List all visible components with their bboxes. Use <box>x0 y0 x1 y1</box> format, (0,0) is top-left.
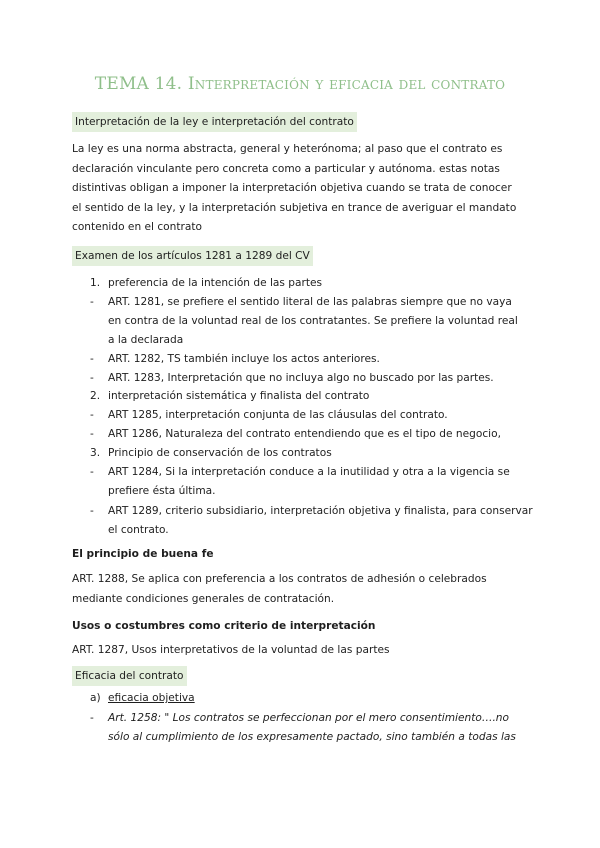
section-heading-eficacia: Eficacia del contrato <box>72 666 187 686</box>
paragraph-line: ART. 1288, Se aplica con preferencia a los contratos de adhesión o celebrados <box>72 573 487 585</box>
list-item: ART. 1282, TS también incluye los actos anteriores. <box>108 353 380 365</box>
paragraph-line: distintivas obligan a imponer la interpretación objetiva cuando se trata de conocer <box>72 182 512 194</box>
list-item-line: ART. 1281, se prefiere el sentido literal de las palabras siempre que no vaya <box>108 296 512 308</box>
sub-marker: a) <box>90 692 101 704</box>
list-item: ART 1286, Naturaleza del contrato entendiendo que es el tipo de negocio, <box>108 428 501 440</box>
list-item-line: ART 1289, criterio subsidiario, interpretación objetiva y finalista, para conservar <box>108 505 533 517</box>
list-marker: - <box>90 353 94 365</box>
list-item-line: a la declarada <box>108 334 184 346</box>
list-marker: - <box>90 372 94 384</box>
list-marker: - <box>90 505 94 517</box>
paragraph-line: declaración vinculante pero concreta como a particular y autónoma. estas notas <box>72 162 500 175</box>
list-marker: - <box>90 466 94 478</box>
paragraph-usos: ART. 1287, Usos interpretativos de la voluntad de las partes <box>72 644 390 656</box>
paragraph-line: contenido en el contrato <box>72 221 203 233</box>
list-item <box>108 463 510 501</box>
paragraph-line: mediante condiciones generales de contratación. <box>72 592 335 605</box>
quote-line: sólo al cumplimiento de los expresamente pactado, sino también a todas las <box>108 731 516 743</box>
paragraph-line: La ley es una norma abstracta, general y heterónoma; al paso que el contrato es <box>72 143 503 155</box>
document-title: TEMA 14. Interpretación y eficacia del contrato <box>94 74 506 94</box>
paragraph-line: el sentido de la ley, y la interpretación subjetiva en trance de averiguar el mandato <box>72 201 517 214</box>
list-marker: 1. <box>90 277 101 289</box>
section-heading-interpretacion: Interpretación de la ley e interpretación del contrato <box>72 112 357 132</box>
list-item-line: el contrato. <box>108 524 169 536</box>
list-item <box>108 502 533 540</box>
paragraph-ley-contrato <box>72 140 532 238</box>
list-item: interpretación sistemática y finalista del contrato <box>108 390 370 402</box>
list-item <box>108 293 518 350</box>
list-item-line: ART 1284, Si la interpretación conduce a la inutilidad y otra a la vigencia se <box>108 466 510 478</box>
list-marker: - <box>90 428 94 440</box>
section-heading-examen: Examen de los artículos 1281 a 1289 del CV <box>72 246 313 266</box>
list-marker: - <box>90 296 94 308</box>
section-heading-buena-fe: El principio de buena fe <box>72 548 214 560</box>
section-heading-usos: Usos o costumbres como criterio de interpretación <box>72 620 376 632</box>
list-marker: 3. <box>90 447 101 459</box>
quote-art-1258 <box>108 709 516 747</box>
list-item: ART 1285, interpretación conjunta de las cláusulas del contrato. <box>108 409 448 421</box>
quote-line: Art. 1258: " Los contratos se perfeccionan por el mero consentimiento….no <box>108 712 510 724</box>
list-item-line: en contra de la voluntad real de los contratantes. Se prefiere la voluntad real <box>108 315 518 327</box>
list-item: preferencia de la intención de las partes <box>108 277 323 289</box>
list-item: ART. 1283, Interpretación que no incluya algo no buscado por las partes. <box>108 372 494 384</box>
paragraph-buena-fe <box>72 570 532 609</box>
list-item-line: prefiere ésta última. <box>108 485 216 497</box>
list-marker: - <box>90 409 94 421</box>
sub-heading-eficacia-objetiva: eficacia objetiva <box>108 692 195 704</box>
list-item: Principio de conservación de los contratos <box>108 447 332 459</box>
list-marker: 2. <box>90 390 101 402</box>
list-marker: - <box>90 712 94 724</box>
